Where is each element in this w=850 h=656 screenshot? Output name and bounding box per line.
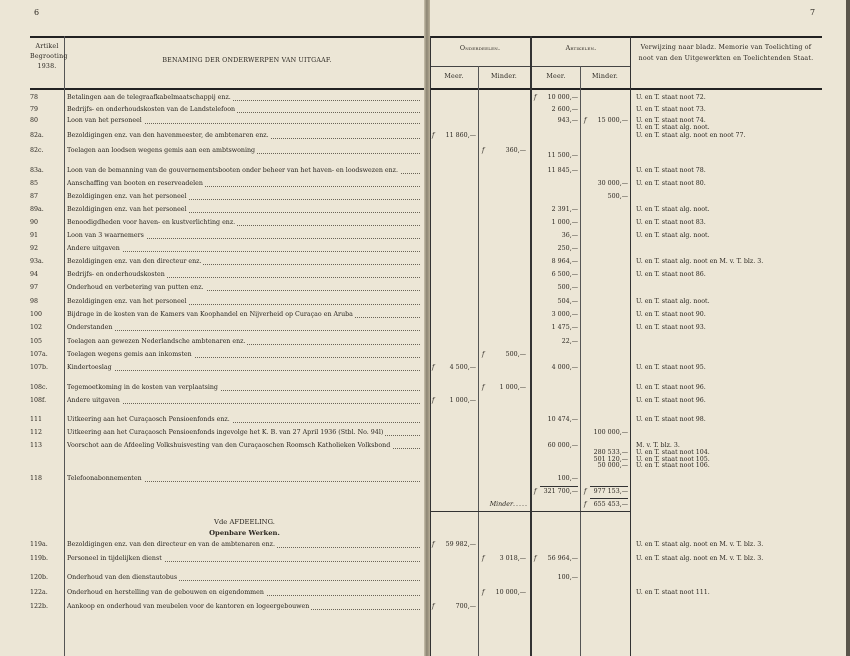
- article-number: 80: [30, 117, 39, 124]
- artikelen-meer: 2 391,—: [551, 206, 578, 213]
- total-rule-minder: [590, 486, 628, 487]
- article-number: 108c.: [30, 384, 48, 391]
- item-description-text: Bijdrage in de kosten van de Kamers van Koophandel en Nijverheid op Curaçao en Aruba: [67, 311, 353, 318]
- article-number: 122b.: [30, 603, 49, 610]
- item-description: [67, 94, 422, 102]
- article-number: 78: [30, 94, 39, 101]
- artikelen-meer: 504,—: [557, 298, 578, 305]
- item-description: [67, 574, 422, 582]
- reference-note: U. en T. staat noot 98.: [636, 416, 706, 423]
- artikelen-minder: 501 120,—: [593, 455, 628, 463]
- item-description-text: Aankoop en onderhoud van meubelen voor de kantoren en logeergebouwen: [67, 603, 310, 610]
- reference-note: U. en T. staat noot 95.: [636, 364, 706, 371]
- reference-note: U. en T. staat noot 90.: [636, 311, 706, 318]
- article-number: 105: [30, 338, 43, 345]
- article-number: 87: [30, 193, 39, 200]
- reference-note: U. en T. staat alg. noot en M. v. T. blz. 3.: [636, 555, 764, 562]
- article-number: 82a.: [30, 132, 44, 139]
- table-row: [0, 395, 850, 408]
- reference-note: U. en T. staat alg. noot.: [636, 206, 710, 213]
- table-row: [0, 165, 850, 178]
- item-description: [67, 603, 422, 611]
- item-description-text: Benoodigdheden voor haven- en kustverlichting enz.: [67, 219, 236, 226]
- item-description-text: Bezoldigingen enz. van het personeel: [67, 298, 187, 305]
- artikelen-meer: 56 964,—: [547, 555, 578, 562]
- reference-note: U. en T. staat noot 86.: [636, 271, 706, 278]
- artikelen-meer: 6 500,—: [551, 271, 578, 278]
- artikelen-meer: 100,—: [557, 574, 578, 581]
- reference-note: U. en T. staat noot 78.: [636, 167, 706, 174]
- item-description-text: Bezoldigingen enz. van het personeel: [67, 206, 187, 213]
- article-number: 83a.: [30, 167, 44, 174]
- artikelen-meer: 60 000,—: [547, 442, 578, 449]
- reference-note: U. en T. staat noot 83.: [636, 219, 706, 226]
- header-top-rule: [30, 36, 424, 38]
- florin-mark: f: [534, 94, 537, 101]
- table-row: [0, 178, 850, 191]
- section-subtitle: Openbare Werken.: [209, 529, 280, 537]
- minder-label: Minder.....: [489, 501, 528, 508]
- table-row: [0, 256, 850, 269]
- florin-mark: f: [432, 541, 435, 548]
- item-description-text: Andere uitgaven: [67, 397, 120, 404]
- onderdeelen-minder: 360,—: [505, 147, 526, 154]
- table-row: [0, 204, 850, 217]
- onderdeelen-meer: 4 500,—: [449, 364, 476, 371]
- header-onderdeelen: Onderdeelen.: [459, 45, 501, 52]
- florin-mark: f: [482, 555, 485, 562]
- artikelen-meer: 36,—: [561, 232, 578, 239]
- florin-mark: f: [432, 603, 435, 610]
- reference-note: U. en T. staat noot 80.: [636, 180, 706, 187]
- artikelen-minder: 30 000,—: [597, 180, 628, 187]
- item-description: [67, 442, 422, 450]
- article-number: 111: [30, 416, 43, 423]
- table-row: [0, 309, 850, 322]
- artikelen-minder: 15 000,—: [597, 117, 628, 124]
- item-description-text: Onderhoud en verbetering van putten enz.: [67, 284, 204, 291]
- item-description: [67, 193, 422, 201]
- header-ond-minder: Minder.: [491, 73, 517, 80]
- header-ond-meer: Meer.: [444, 73, 464, 80]
- item-description-text: Bezoldigingen enz. van den directeur en van de ambtenaren enz.: [67, 541, 275, 548]
- florin-mark: f: [482, 147, 485, 154]
- table-row: [0, 336, 850, 349]
- right-page-number: 7: [810, 8, 816, 17]
- article-number: 102: [30, 324, 43, 331]
- article-number: 94: [30, 271, 39, 278]
- onderdeelen-meer: 1 000,—: [449, 397, 476, 404]
- table-row: [0, 269, 850, 282]
- item-description-text: Onderstanden: [67, 324, 113, 331]
- table-row: [0, 362, 850, 375]
- table-row: [0, 115, 850, 131]
- article-number: 89a.: [30, 206, 44, 213]
- item-description: [67, 311, 422, 319]
- table-row: [0, 243, 850, 256]
- onderdeelen-minder: 10 000,—: [495, 589, 526, 596]
- florin-mark: f: [584, 117, 587, 124]
- table-row: [0, 539, 850, 552]
- item-description: [67, 271, 422, 279]
- artikelen-meer: 10 474,—: [547, 416, 578, 423]
- header-verwijzing: Verwijzing naar bladz. Memorie van Toelichting of noot van den Uitgewerkten en Toelichtenden Staat.: [638, 44, 814, 62]
- item-description-text: Kindertoeslag: [67, 364, 112, 371]
- item-description-text: Toelagen wegens gemis aan inkomsten: [67, 351, 192, 358]
- article-number: 82c.: [30, 147, 44, 154]
- header-bottom-rule: [30, 88, 424, 90]
- section-title: Vde AFDEELING.: [214, 518, 275, 526]
- total-rule-meer: [540, 486, 578, 487]
- reference-note: U. en T. staat noot 72.: [636, 94, 706, 101]
- table-row: [0, 427, 850, 440]
- item-description-text: Aanschaffing van booten en reserveadelen: [67, 180, 203, 187]
- article-number: 118: [30, 475, 43, 482]
- onderdeelen-minder: 3 018,—: [499, 555, 526, 562]
- total-art-minder: 977 153,—: [593, 488, 628, 495]
- article-number: 91: [30, 232, 39, 239]
- item-description-text: Loon van de bemanning van de gouvernementsbooten onder beheer van het haven- en loodswezen enz.: [67, 167, 398, 174]
- florin-mark: f: [482, 384, 485, 391]
- article-number: 107a.: [30, 351, 48, 358]
- item-description: [67, 106, 422, 114]
- reference-note: U. en T. staat noot 93.: [636, 324, 706, 331]
- section-rule: [430, 511, 630, 512]
- item-description: [67, 429, 422, 437]
- artikelen-meer: 11 500,—: [547, 152, 578, 159]
- item-description: [67, 284, 422, 292]
- reference-note: U. en T. staat noot 74.: [636, 117, 706, 124]
- table-row: [0, 349, 850, 362]
- item-description-text: Bezoldigingen enz. van den directeur enz.: [67, 258, 202, 265]
- article-number: 93a.: [30, 258, 44, 265]
- item-description-text: Bezoldigingen enz. van den havenmeester, de ambtenaren enz.: [67, 132, 269, 139]
- artikelen-meer: 8 964,—: [551, 258, 578, 265]
- artikelen-meer: 100,—: [557, 475, 578, 482]
- artikelen-minder: 100 000,—: [593, 429, 628, 436]
- onderdeelen-minder: 1 000,—: [499, 384, 526, 391]
- article-number: 98: [30, 298, 39, 305]
- reference-note: U. en T. staat alg. noot en M. v. T. blz. 3.: [636, 541, 764, 548]
- article-number: 100: [30, 311, 43, 318]
- header-top-rule-right: [430, 36, 822, 38]
- onderdeelen-meer: 11 860,—: [445, 132, 476, 139]
- header-artikelen: Artikelen.: [565, 45, 597, 52]
- article-number: 90: [30, 219, 39, 226]
- item-description: [67, 364, 422, 372]
- item-description: [67, 132, 422, 140]
- item-description: [67, 338, 422, 346]
- reference-note: U. en T. staat noot 96.: [636, 384, 706, 391]
- florin-mark: f: [432, 364, 435, 371]
- artikelen-minder: 50 000,—: [597, 462, 628, 469]
- table-row: [0, 553, 850, 566]
- onderdeelen-meer: 700,—: [455, 603, 476, 610]
- article-number: 108f.: [30, 397, 47, 404]
- article-number: 92: [30, 245, 39, 252]
- florin-mark: f: [534, 555, 537, 562]
- artikelen-minder: 500,—: [607, 193, 628, 200]
- reference-note: U. en T. staat noot 73.: [636, 106, 706, 113]
- onderdeelen-meer: 59 982,—: [445, 541, 476, 548]
- table-row: [0, 130, 850, 143]
- florin-mark: f: [534, 488, 537, 495]
- table-row: [0, 572, 850, 585]
- artikelen-meer: 2 600,—: [551, 106, 578, 113]
- article-number: 85: [30, 180, 39, 187]
- artikelen-meer: 3 000,—: [551, 311, 578, 318]
- reference-note: U. en T. staat noot 104.: [636, 449, 710, 456]
- florin-mark: f: [584, 501, 587, 508]
- table-row: [0, 322, 850, 335]
- article-number: 119b.: [30, 555, 49, 562]
- reference-note: U. en T. staat alg. noot en noot 77.: [636, 132, 746, 139]
- florin-mark: f: [482, 589, 485, 596]
- total-difference: 655 453,—: [593, 501, 628, 508]
- item-description-text: Loon van 3 waarnemers: [67, 232, 144, 239]
- reference-note: U. en T. staat noot 105.: [636, 455, 710, 463]
- left-page-number: 6: [34, 8, 40, 17]
- reference-note: U. en T. staat alg. noot.: [636, 298, 710, 305]
- reference-note: U. en T. staat alg. noot.: [636, 232, 710, 239]
- item-description: [67, 219, 422, 227]
- header-artikel: Artikel Begrooting 1938.: [30, 43, 68, 70]
- florin-mark: f: [584, 488, 587, 495]
- article-number: 113: [30, 442, 43, 449]
- item-description: [67, 167, 422, 175]
- item-description-text: Bedrijfs- en onderhoudskosten van de Landstelefoon: [67, 106, 236, 113]
- item-description-text: Uitkeering aan het Curaçaosch Pensioenfonds ingevolge het K. B. van 27 April 1936 (Stbl. No. 94l): [67, 429, 384, 436]
- item-description-text: Personeel in tijdelijken dienst: [67, 555, 162, 562]
- diff-rule: [590, 498, 628, 499]
- florin-mark: f: [482, 351, 485, 358]
- florin-mark: f: [432, 397, 435, 404]
- item-description: [67, 541, 422, 549]
- article-number: 107b.: [30, 364, 49, 371]
- table-row: [0, 473, 850, 486]
- artikelen-meer: 10 000,—: [547, 94, 578, 101]
- item-description: [67, 416, 422, 424]
- article-number: 119a.: [30, 541, 48, 548]
- item-description: [67, 245, 422, 253]
- item-description-text: Bedrijfs- en onderhoudskosten: [67, 271, 165, 278]
- item-description: [67, 351, 422, 359]
- item-description: [67, 324, 422, 332]
- item-description: [67, 589, 422, 597]
- table-row: [0, 296, 850, 309]
- item-description: [67, 397, 422, 405]
- header-art-minder: Minder.: [592, 73, 618, 80]
- artikelen-meer: 22,—: [561, 338, 578, 345]
- table-row: [0, 191, 850, 204]
- item-description: [67, 206, 422, 214]
- item-description-text: Betalingen aan de telegraafkabelmaatschappij enz.: [67, 94, 231, 101]
- header-art-meer: Meer.: [546, 73, 566, 80]
- item-description-text: Bezoldigingen enz. van het personeel: [67, 193, 187, 200]
- artikelen-meer: 250,—: [557, 245, 578, 252]
- item-description: [67, 258, 422, 266]
- item-description: [67, 298, 422, 306]
- table-row: [0, 414, 850, 427]
- reference-note: U. en T. staat noot 111.: [636, 589, 710, 596]
- table-row: [0, 587, 850, 600]
- article-number: 97: [30, 284, 39, 291]
- artikelen-meer: 4 000,—: [551, 364, 578, 371]
- table-row: [0, 217, 850, 230]
- reference-note: U. en T. staat noot 106.: [636, 462, 710, 469]
- item-description: [67, 117, 422, 125]
- onderdeelen-minder: 500,—: [505, 351, 526, 358]
- artikelen-meer: 500,—: [557, 284, 578, 291]
- header-bottom-rule-right: [430, 88, 822, 90]
- artikelen-meer: 1 475,—: [551, 324, 578, 331]
- item-description: [67, 232, 422, 240]
- artikelen-meer: 943,—: [557, 117, 578, 124]
- article-number: 122a.: [30, 589, 48, 596]
- item-description-text: Andere uitgaven: [67, 245, 120, 252]
- item-description-text: Onderhoud van den dienstautobus: [67, 574, 178, 581]
- item-description-text: Voorschot aan de Afdeeling Volkshuisvesting van den Curaçaoschen Roomsch Katholieken Volksbond: [67, 442, 391, 449]
- item-description-text: Toelagen aan gewezen Nederlandsche ambtenaren enz.: [67, 338, 246, 345]
- item-description-text: Telefoonabonnementen: [67, 475, 142, 482]
- florin-mark: f: [432, 132, 435, 139]
- header-benaming: BENAMING DER ONDERWERPEN VAN UITGAAF.: [162, 57, 332, 64]
- artikelen-meer: 11 845,—: [547, 167, 578, 174]
- item-description: [67, 180, 422, 188]
- item-description: [67, 475, 422, 483]
- table-row: [0, 230, 850, 243]
- table-row: [0, 440, 850, 469]
- article-number: 79: [30, 106, 39, 113]
- item-description-text: Loon van het personeel: [67, 117, 142, 124]
- item-description-text: Tegemoetkoming in de kosten van verplaatsing: [67, 384, 218, 391]
- reference-note: U. en T. staat alg. noot en M. v. T. blz. 3.: [636, 258, 764, 265]
- article-number: 120b.: [30, 574, 49, 581]
- table-row: [0, 601, 850, 614]
- table-row: [0, 382, 850, 395]
- reference-note: U. en T. staat noot 96.: [636, 397, 706, 404]
- item-description: [67, 384, 422, 392]
- item-description: [67, 555, 422, 563]
- total-art-meer: 321 700,—: [543, 488, 578, 495]
- item-description-text: Toelagen aan loodsen wegens gemis aan een ambtswoning: [67, 147, 256, 154]
- reference-note: U. en T. staat alg. noot.: [636, 124, 710, 131]
- item-description-text: Onderhoud en herstelling van de gebouwen en eigendommen: [67, 589, 264, 596]
- reference-note: M. v. T. blz. 3.: [636, 442, 680, 449]
- artikelen-minder: 280 533,—: [593, 449, 628, 456]
- article-number: 112: [30, 429, 43, 436]
- artikelen-meer: 1 000,—: [551, 219, 578, 226]
- item-description-text: Uitkeering aan het Curaçaosch Pensioenfonds enz.: [67, 416, 230, 423]
- table-row: [0, 282, 850, 295]
